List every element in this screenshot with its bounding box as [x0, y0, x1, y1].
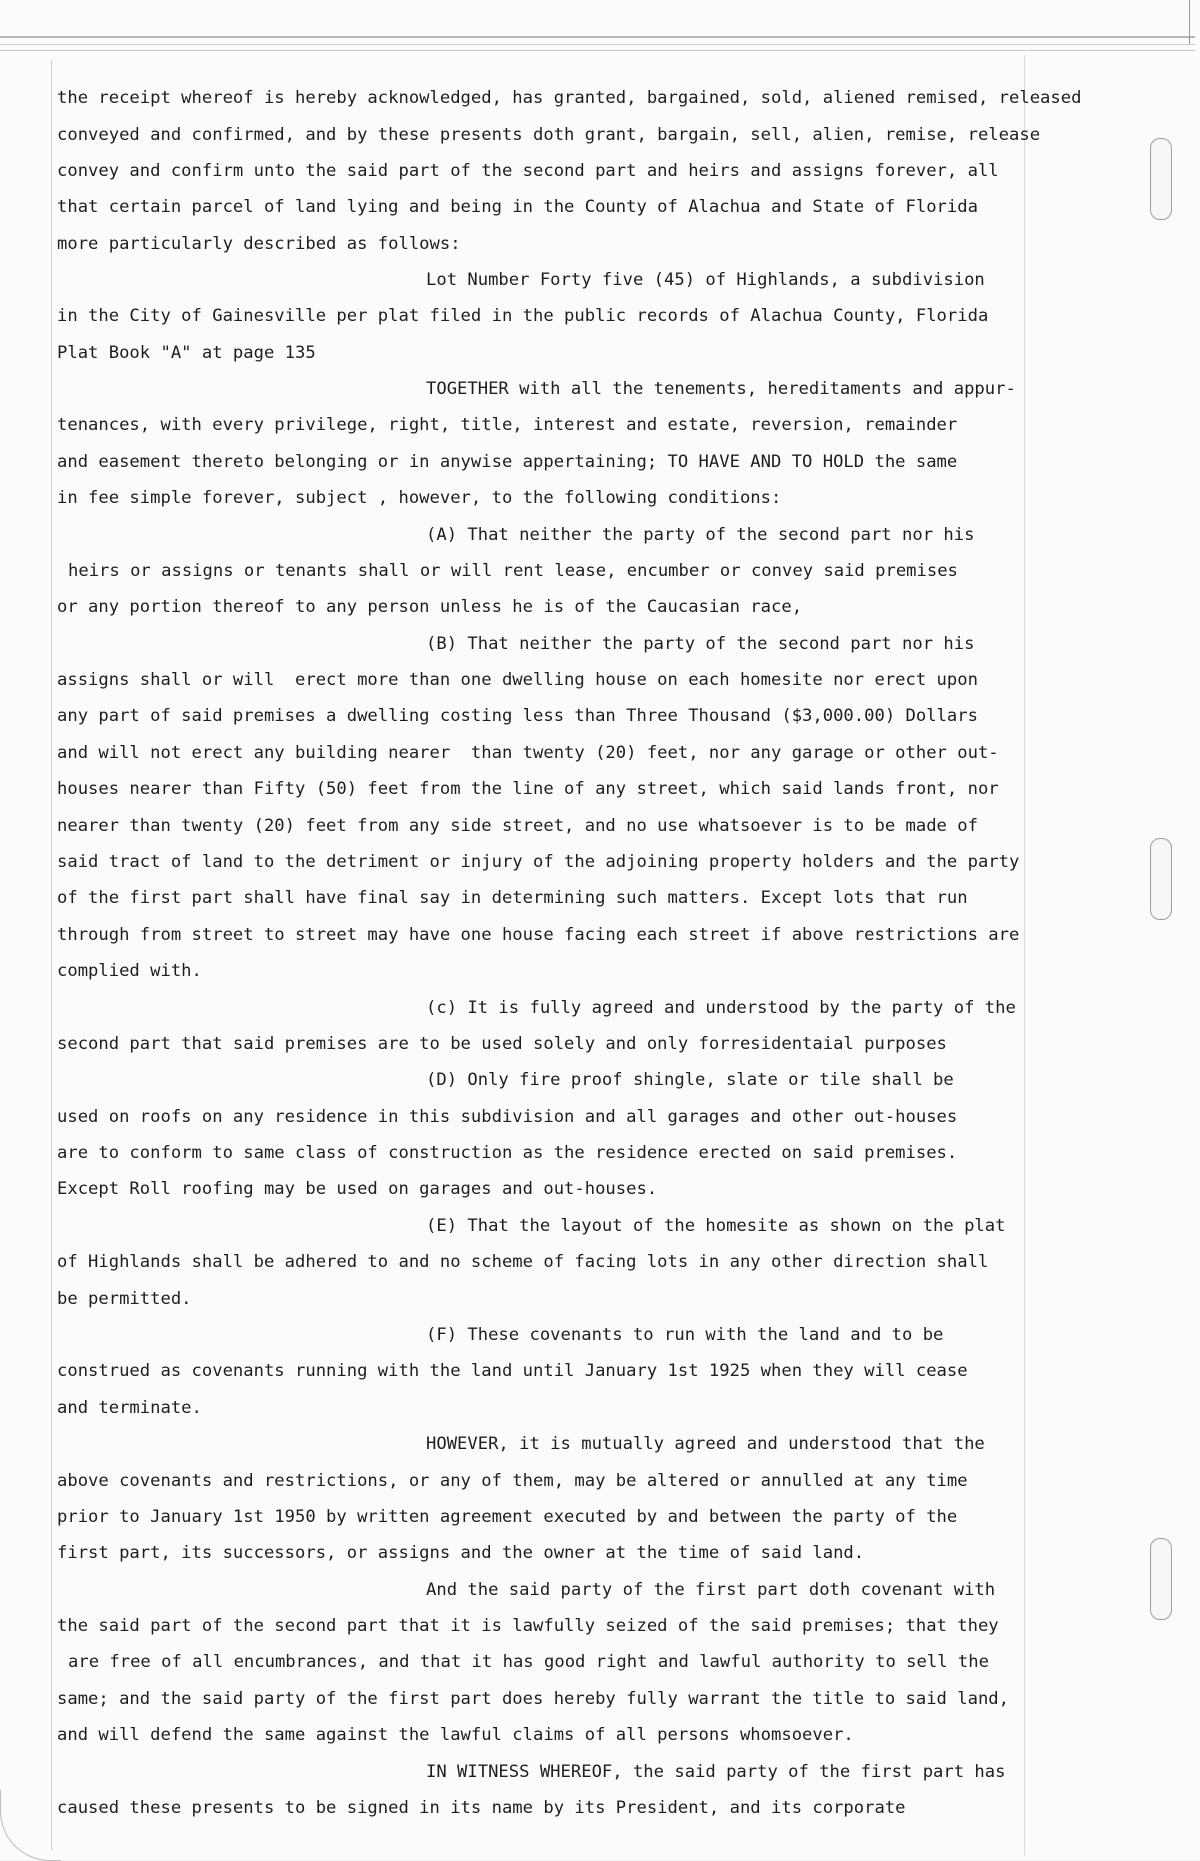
text-line: complied with.	[57, 961, 202, 981]
punch-hole-icon	[1150, 138, 1172, 220]
text-line: (c) It is fully agreed and understood by the party of the	[426, 998, 1016, 1018]
text-line: said tract of land to the detriment or injury of the adjoining property holders and the party	[57, 852, 1020, 872]
text-line: more particularly described as follows:	[57, 234, 461, 254]
page-corner	[0, 1790, 61, 1861]
text-line: Plat Book "A" at page 135	[57, 343, 316, 363]
text-line: of Highlands shall be adhered to and no scheme of facing lots in any other direction shall	[57, 1252, 989, 1272]
text-line: above covenants and restrictions, or any of them, may be altered or annulled at any time	[57, 1471, 968, 1491]
text-line: first part, its successors, or assigns and the owner at the time of said land.	[57, 1543, 865, 1563]
text-line: houses nearer than Fifty (50) feet from the line of any street, which said lands front, nor	[57, 779, 999, 799]
text-line: construed as covenants running with the land until January 1st 1925 when they will cease	[57, 1361, 968, 1381]
text-line: Except Roll roofing may be used on garages and out-houses.	[57, 1179, 658, 1199]
text-line: (F) These covenants to run with the land and to be	[426, 1325, 944, 1345]
text-line: in fee simple forever, subject , however, to the following conditions:	[57, 488, 782, 508]
text-line: used on roofs on any residence in this subdivision and all garages and other out-houses	[57, 1107, 958, 1127]
text-line: assigns shall or will erect more than one dwelling house on each homesite nor erect upon	[57, 670, 978, 690]
text-line: tenances, with every privilege, right, title, interest and estate, reversion, remainder	[57, 415, 958, 435]
text-line: conveyed and confirmed, and by these presents doth grant, bargain, sell, alien, remise, release	[57, 125, 1041, 145]
top-rule	[0, 36, 1195, 45]
text-line: the receipt whereof is hereby acknowledged, has granted, bargained, sold, aliened remised, released	[57, 88, 1082, 108]
text-line: (D) Only fire proof shingle, slate or tile shall be	[426, 1070, 954, 1090]
text-line: HOWEVER, it is mutually agreed and understood that the	[426, 1434, 985, 1454]
text-line: second part that said premises are to be used solely and only forresidentaial purposes	[57, 1034, 947, 1054]
text-line: that certain parcel of land lying and being in the County of Alachua and State of Florida	[57, 197, 978, 217]
text-line: And the said party of the first part doth covenant with	[426, 1580, 996, 1600]
text-line: or any portion thereof to any person unless he is of the Caucasian race,	[57, 597, 803, 617]
text-line: through from street to street may have one house facing each street if above restrictions are	[57, 925, 1020, 945]
text-line: and will not erect any building nearer than twenty (20) feet, nor any garage or other out-	[57, 743, 999, 763]
punch-hole-icon	[1150, 1538, 1172, 1620]
text-line: heirs or assigns or tenants shall or will rent lease, encumber or convey said premises	[68, 561, 958, 581]
text-line: caused these presents to be signed in its name by its President, and its corporate	[57, 1798, 906, 1818]
text-line: TOGETHER with all the tenements, hereditaments and appur-	[426, 379, 1016, 399]
text-line: (A) That neither the party of the second part nor his	[426, 525, 975, 545]
text-line: same; and the said party of the first part does hereby fully warrant the title to said land,	[57, 1689, 1009, 1709]
text-line: and terminate.	[57, 1398, 202, 1418]
text-line: are to conform to same class of construction as the residence erected on said premises.	[57, 1143, 958, 1163]
text-line: be permitted.	[57, 1289, 192, 1309]
text-line: IN WITNESS WHEREOF, the said party of the first part has	[426, 1762, 1006, 1782]
left-margin-line	[51, 60, 52, 1850]
right-margin-line	[1024, 55, 1025, 1855]
text-line: prior to January 1st 1950 by written agreement executed by and between the party of the	[57, 1507, 958, 1527]
text-line: Lot Number Forty five (45) of Highlands, a subdivision	[426, 270, 985, 290]
punch-hole-icon	[1150, 838, 1172, 920]
text-line: any part of said premises a dwelling costing less than Three Thousand ($3,000.00) Dollars	[57, 706, 978, 726]
text-line: and easement thereto belonging or in anywise appertaining; TO HAVE AND TO HOLD the same	[57, 452, 958, 472]
text-line: convey and confirm unto the said part of the second part and heirs and assigns forever, all	[57, 161, 999, 181]
page-edge	[1189, 0, 1190, 44]
text-line: are free of all encumbrances, and that it has good right and lawful authority to sell the	[68, 1652, 989, 1672]
top-rule-thin	[0, 50, 1195, 51]
text-line: nearer than twenty (20) feet from any side street, and no use whatsoever is to be made of	[57, 816, 978, 836]
text-line: (E) That the layout of the homesite as shown on the plat	[426, 1216, 1006, 1236]
text-line: and will defend the same against the lawful claims of all persons whomsoever.	[57, 1725, 854, 1745]
text-line: (B) That neither the party of the second part nor his	[426, 634, 975, 654]
text-line: in the City of Gainesville per plat filed in the public records of Alachua County, Florida	[57, 306, 989, 326]
text-line: the said part of the second part that it is lawfully seized of the said premises; that they	[57, 1616, 999, 1636]
text-line: of the first part shall have final say in determining such matters. Except lots that run	[57, 888, 968, 908]
